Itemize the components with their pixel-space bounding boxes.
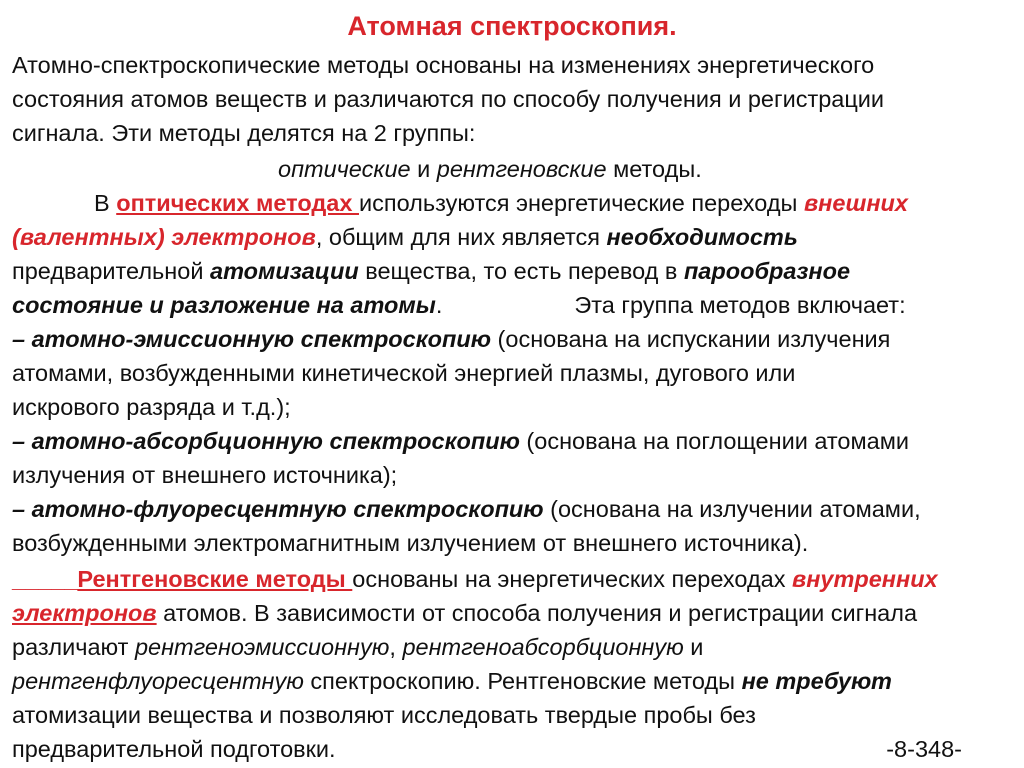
method-1-line-3: искрового разряда и т.д.); bbox=[12, 394, 291, 420]
optical-text-2: , общим для них является bbox=[315, 224, 607, 250]
inner-electrons-1: внутренних bbox=[792, 566, 938, 592]
outer-electrons-1: внешних bbox=[803, 190, 908, 216]
method-3-line-2: возбужденными электромагнитным излучением от внешнего источника). bbox=[12, 530, 809, 556]
method-2-line-1 bbox=[12, 424, 1016, 458]
group-and: и bbox=[410, 156, 437, 182]
intro-line-3: сигнала. Эти методы делятся на 2 группы: bbox=[12, 120, 476, 146]
optical-text-3: предварительной bbox=[12, 258, 210, 284]
vapor-state-2: состояние и разложение на атомы bbox=[12, 292, 436, 318]
optical-text-5: . bbox=[435, 292, 443, 318]
groups-line bbox=[278, 152, 1024, 186]
method-1-name: – атомно-эмиссионную спектроскопию bbox=[12, 326, 492, 352]
xray-term: Рентгеновские методы bbox=[77, 566, 353, 592]
method-1-line-1 bbox=[12, 322, 1016, 356]
xray-line-6 bbox=[12, 732, 1016, 766]
xray-method-3: рентгенфлуоресцентную bbox=[12, 668, 304, 694]
xray-line-2 bbox=[12, 596, 1016, 630]
optical-line-4 bbox=[12, 288, 1016, 322]
inner-electrons-2: электронов bbox=[12, 600, 157, 626]
necessity: необходимость bbox=[606, 224, 798, 250]
xray-line-5: атомизации вещества и позволяют исследовать твердые пробы без bbox=[12, 702, 756, 728]
xray-text-6: предварительной подготовки. bbox=[12, 736, 336, 762]
xray-comma: , bbox=[389, 634, 403, 660]
vapor-state-1: парообразное bbox=[683, 258, 851, 284]
method-2-desc-1: (основана на поглощении атомами bbox=[519, 428, 909, 454]
optical-line-1 bbox=[94, 186, 1024, 220]
group-end: методы. bbox=[606, 156, 702, 182]
xray-method-1: рентгеноэмиссионную bbox=[134, 634, 390, 660]
xray-lead: _____ bbox=[12, 566, 78, 592]
xray-line-1 bbox=[12, 562, 1016, 596]
xray-text-3: различают bbox=[12, 634, 135, 660]
group-optical: оптические bbox=[278, 156, 411, 182]
optical-line-2 bbox=[12, 220, 1016, 254]
optical-line-3 bbox=[12, 254, 1016, 288]
method-2-name: – атомно-абсорбционную спектроскопию bbox=[12, 428, 520, 454]
group-includes: Эта группа методов включает: bbox=[574, 292, 906, 318]
optical-text-4: вещества, то есть перевод в bbox=[358, 258, 684, 284]
method-1-line-2: атомами, возбужденными кинетической энергией плазмы, дугового или bbox=[12, 360, 796, 386]
atomization: атомизации bbox=[210, 258, 359, 284]
xray-line-4 bbox=[12, 664, 1016, 698]
xray-text-1: основаны на энергетических переходах bbox=[352, 566, 793, 592]
xray-text-4: спектроскопию. Рентгеновские методы bbox=[303, 668, 742, 694]
method-2-line-2: излучения от внешнего источника); bbox=[12, 462, 398, 488]
not-require: не требуют bbox=[741, 668, 892, 694]
method-3-name: – атомно-флуоресцентную спектроскопию bbox=[12, 496, 544, 522]
optical-prefix: В bbox=[94, 190, 117, 216]
xray-method-2: рентгеноабсорбционную bbox=[402, 634, 684, 660]
optical-term: оптических методах bbox=[116, 190, 359, 216]
page-number: -8-348- bbox=[886, 736, 962, 762]
page-title: Атомная спектроскопия. bbox=[347, 11, 677, 41]
outer-electrons-2: (валентных) электронов bbox=[12, 224, 316, 250]
method-1-desc-1: (основана на испускании излучения bbox=[491, 326, 891, 352]
optical-text-1: используются энергетические переходы bbox=[358, 190, 804, 216]
intro-line-1: Атомно-спектроскопические методы основаны на изменениях энергетического bbox=[12, 52, 875, 78]
method-3-desc-1: (основана на излучении атомами, bbox=[543, 496, 921, 522]
group-xray: рентгеновские bbox=[436, 156, 607, 182]
xray-text-2: атомов. В зависимости от способа получения и регистрации сигнала bbox=[156, 600, 918, 626]
xray-and: и bbox=[683, 634, 704, 660]
method-3-line-1 bbox=[12, 492, 1016, 526]
intro-line-2: состояния атомов веществ и различаются по способу получения и регистрации bbox=[12, 86, 885, 112]
xray-line-3 bbox=[12, 630, 1016, 664]
